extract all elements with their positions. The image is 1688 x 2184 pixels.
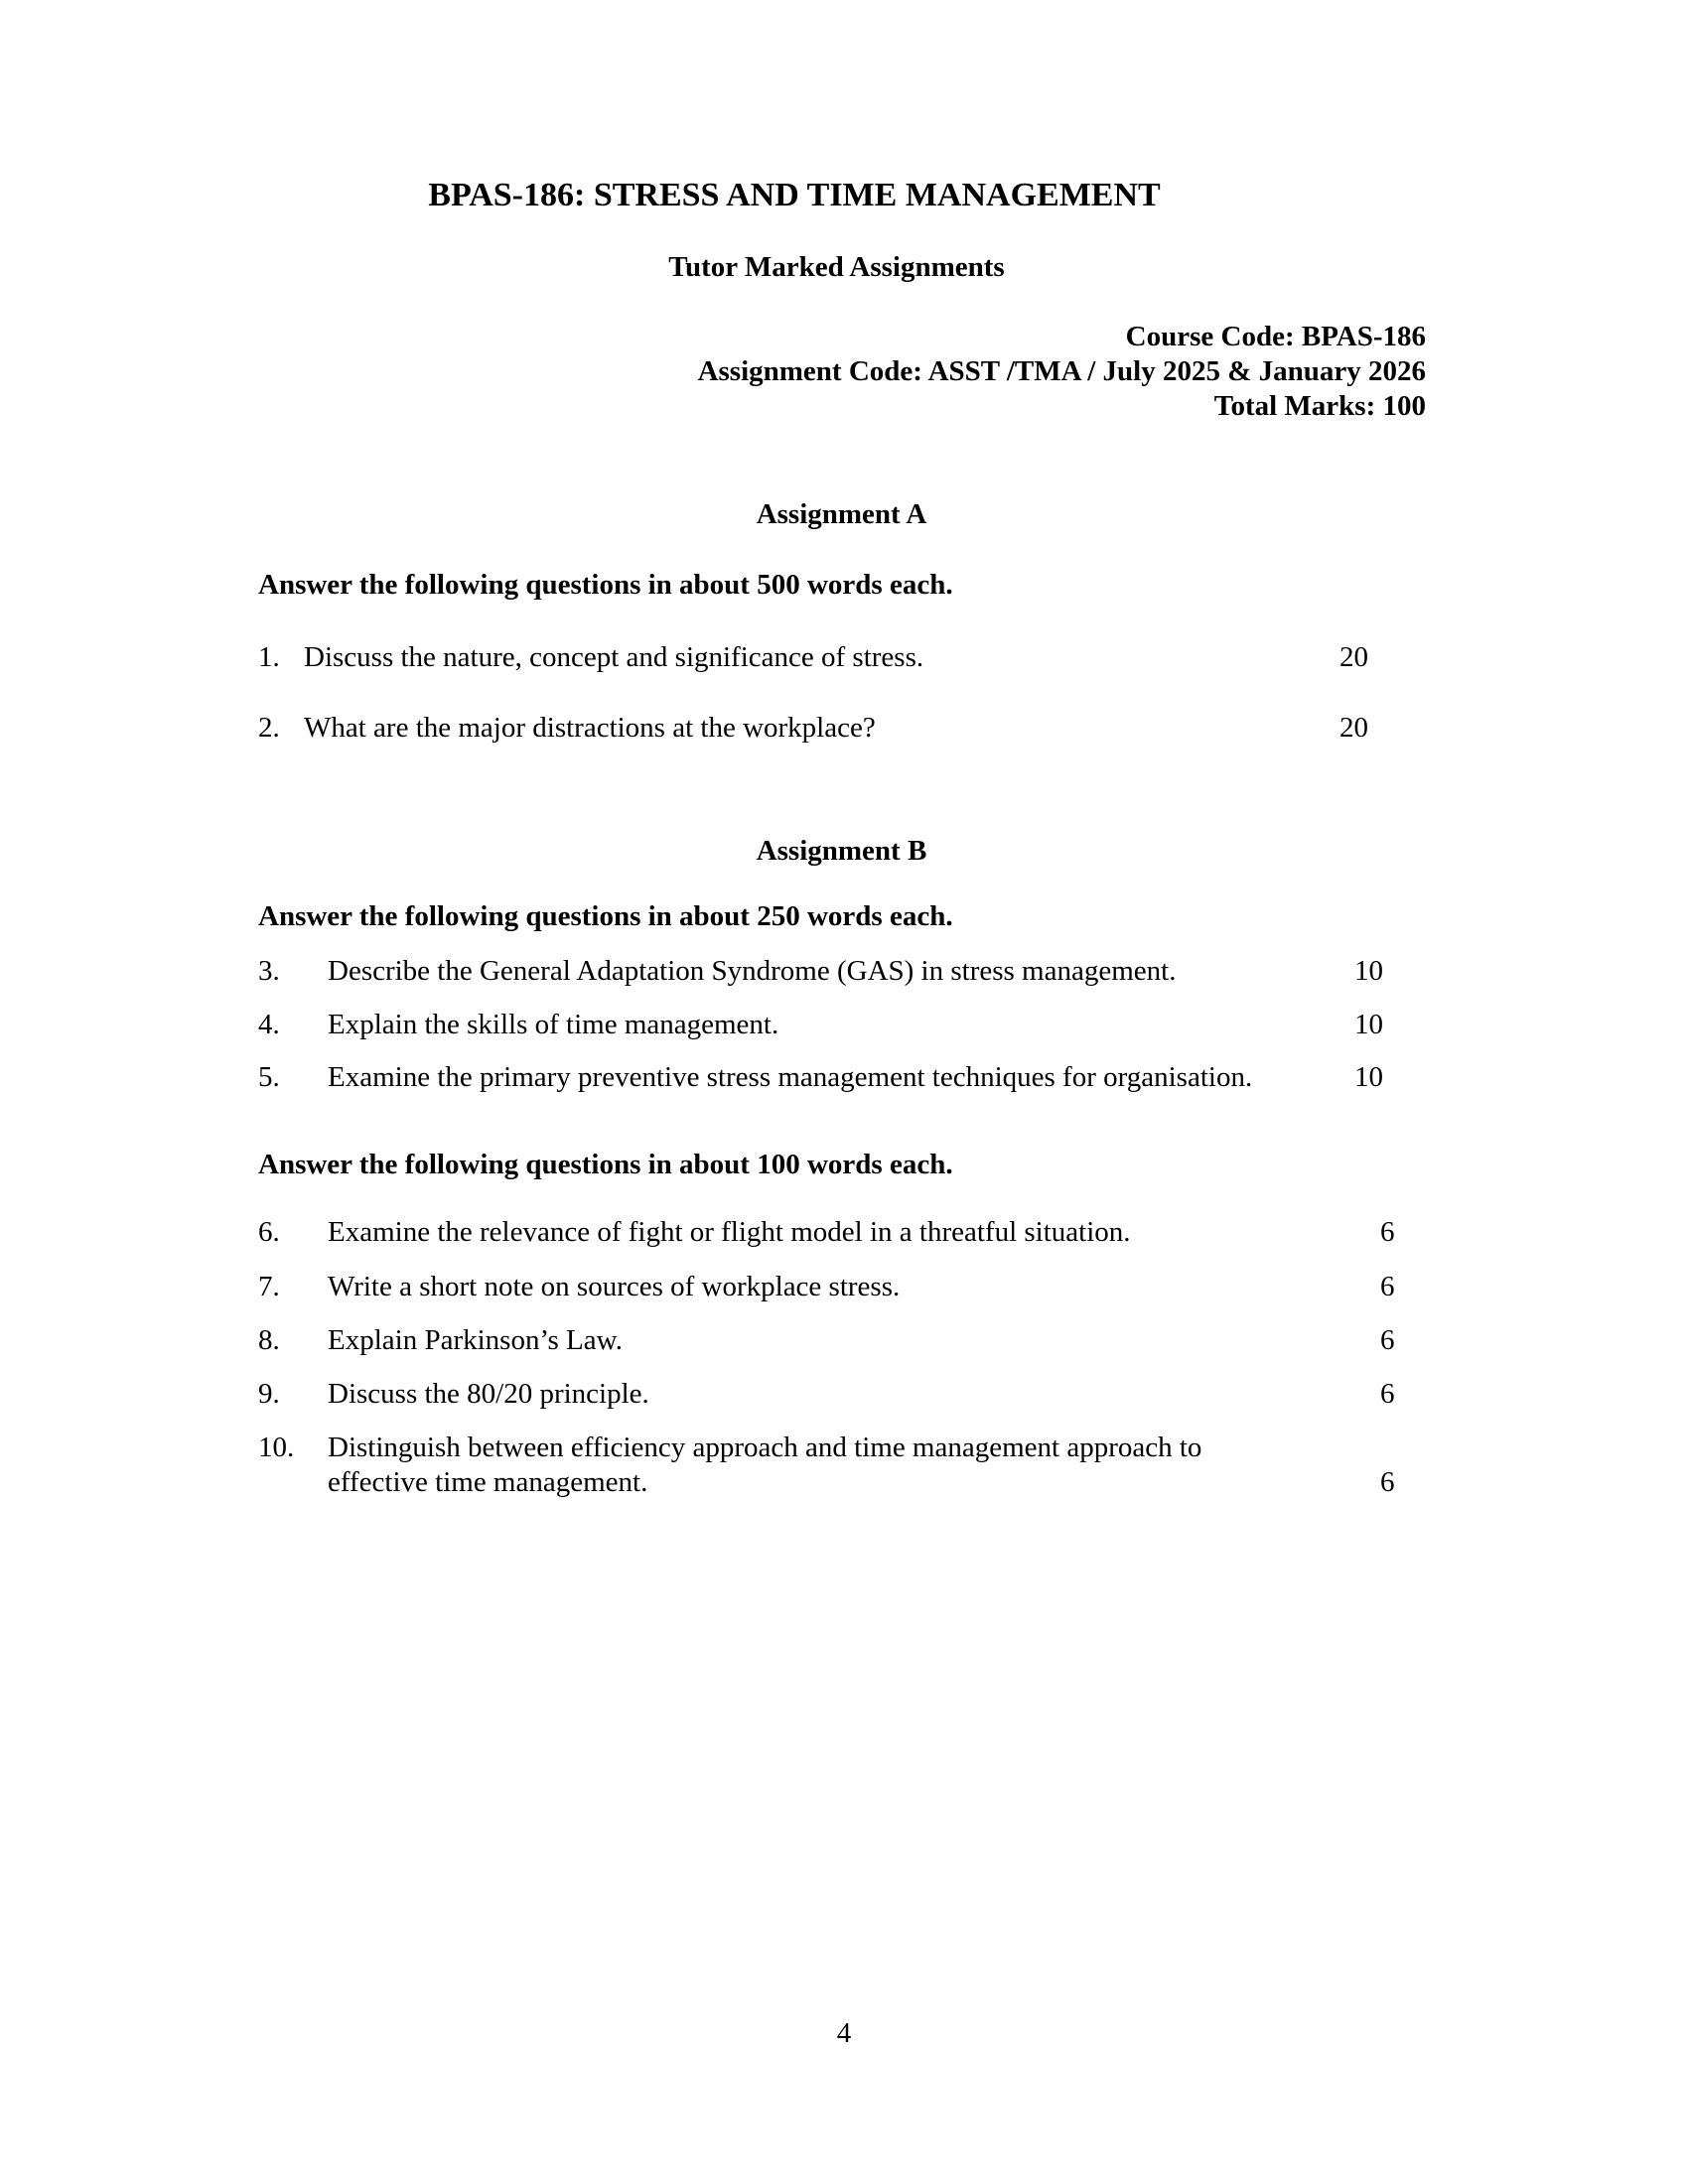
question-marks: 6 bbox=[1380, 1216, 1395, 1248]
question-text-continued: effective time management. bbox=[328, 1466, 648, 1498]
question-number: 9. bbox=[258, 1378, 280, 1410]
question-text: Discuss the 80/20 principle. bbox=[328, 1378, 649, 1410]
question-text: Describe the General Adaptation Syndrome (GAS) in stress management. bbox=[328, 955, 1177, 987]
question-number: 6. bbox=[258, 1216, 280, 1248]
assignment-a-instruction: Answer the following questions in about 500 words each. bbox=[258, 569, 953, 601]
assignment-b-instruction-100: Answer the following questions in about 100 words each. bbox=[258, 1149, 953, 1180]
document-title: BPAS-186: STRESS AND TIME MANAGEMENT bbox=[428, 177, 1161, 213]
page-number: 4 bbox=[836, 2017, 852, 2049]
question-text: Write a short note on sources of workplace stress. bbox=[328, 1271, 901, 1302]
total-marks: Total Marks: 100 bbox=[1213, 390, 1426, 422]
question-item bbox=[258, 712, 1400, 748]
question-number: 4. bbox=[258, 1009, 280, 1040]
question-number: 2. bbox=[258, 712, 280, 744]
question-item bbox=[258, 1061, 1400, 1097]
question-item bbox=[258, 1378, 1400, 1414]
assignment-b-heading: Assignment B bbox=[756, 835, 927, 867]
question-marks: 6 bbox=[1380, 1466, 1395, 1498]
question-marks: 6 bbox=[1380, 1271, 1395, 1302]
question-marks: 20 bbox=[1339, 712, 1368, 744]
question-item bbox=[258, 955, 1400, 991]
question-item bbox=[258, 1432, 1400, 1503]
question-item bbox=[258, 1009, 1400, 1044]
course-code: Course Code: BPAS-186 bbox=[1125, 321, 1426, 352]
assignment-code: Assignment Code: ASST /TMA / July 2025 & January 2026 bbox=[697, 355, 1426, 387]
document-subtitle: Tutor Marked Assignments bbox=[668, 251, 1005, 283]
question-item bbox=[258, 1216, 1400, 1252]
question-text: Examine the primary preventive stress management techniques for organisation. bbox=[328, 1061, 1253, 1093]
question-marks: 6 bbox=[1380, 1324, 1395, 1356]
question-number: 1. bbox=[258, 641, 280, 673]
question-number: 8. bbox=[258, 1324, 280, 1356]
question-number: 3. bbox=[258, 955, 280, 987]
question-text: Explain Parkinson’s Law. bbox=[328, 1324, 623, 1356]
question-text: What are the major distractions at the workplace? bbox=[304, 712, 876, 744]
question-item bbox=[258, 641, 1400, 677]
question-marks: 10 bbox=[1354, 955, 1383, 987]
question-marks: 10 bbox=[1354, 1009, 1383, 1040]
question-number: 5. bbox=[258, 1061, 280, 1093]
assignment-b-instruction-250: Answer the following questions in about 250 words each. bbox=[258, 900, 953, 932]
question-marks: 20 bbox=[1339, 641, 1368, 673]
question-text: Explain the skills of time management. bbox=[328, 1009, 779, 1040]
question-item bbox=[258, 1324, 1400, 1360]
question-text: Distinguish between efficiency approach and time management approach to bbox=[328, 1432, 1202, 1463]
question-marks: 10 bbox=[1354, 1061, 1383, 1093]
question-item bbox=[258, 1271, 1400, 1306]
question-marks: 6 bbox=[1380, 1378, 1395, 1410]
question-number: 10. bbox=[258, 1432, 295, 1463]
question-text: Examine the relevance of fight or flight model in a threatful situation. bbox=[328, 1216, 1131, 1248]
question-number: 7. bbox=[258, 1271, 280, 1302]
question-text: Discuss the nature, concept and significance of stress. bbox=[304, 641, 924, 673]
assignment-a-heading: Assignment A bbox=[756, 498, 927, 530]
